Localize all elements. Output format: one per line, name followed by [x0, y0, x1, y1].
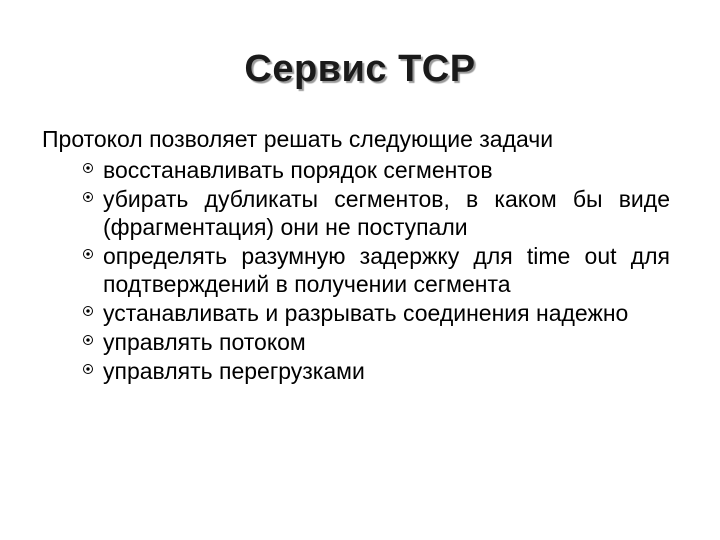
circled-dot-icon: [80, 299, 96, 327]
task-list: [42, 156, 670, 385]
list-item: [42, 185, 670, 241]
circled-dot-icon: [80, 156, 96, 184]
list-item-text: убирать дубликаты сегментов, в каком бы виде (фрагментация) они не поступали: [103, 186, 670, 240]
circled-dot-icon: [80, 185, 96, 213]
list-item-text: управлять перегрузками: [103, 358, 365, 384]
circled-dot-icon: [80, 328, 96, 356]
list-item: [42, 156, 670, 184]
intro-text: Протокол позволяет решать следующие задачи: [42, 126, 554, 152]
list-item-text: управлять потоком: [103, 329, 306, 355]
slide-title: Сервис TCP: [244, 48, 476, 90]
slide-body: [42, 125, 670, 386]
circled-dot-icon: [80, 357, 96, 385]
list-item: [42, 299, 670, 327]
list-item-text: восстанавливать порядок сегментов: [103, 157, 493, 183]
list-item: [42, 357, 670, 385]
circled-dot-icon: [80, 242, 96, 270]
list-item: [42, 328, 670, 356]
list-item: [42, 242, 670, 298]
list-item-text: определять разумную задержку для time out для подтверждений в получении сегмента: [103, 243, 670, 297]
list-item-text: устанавливать и разрывать соединения надежно: [103, 300, 629, 326]
